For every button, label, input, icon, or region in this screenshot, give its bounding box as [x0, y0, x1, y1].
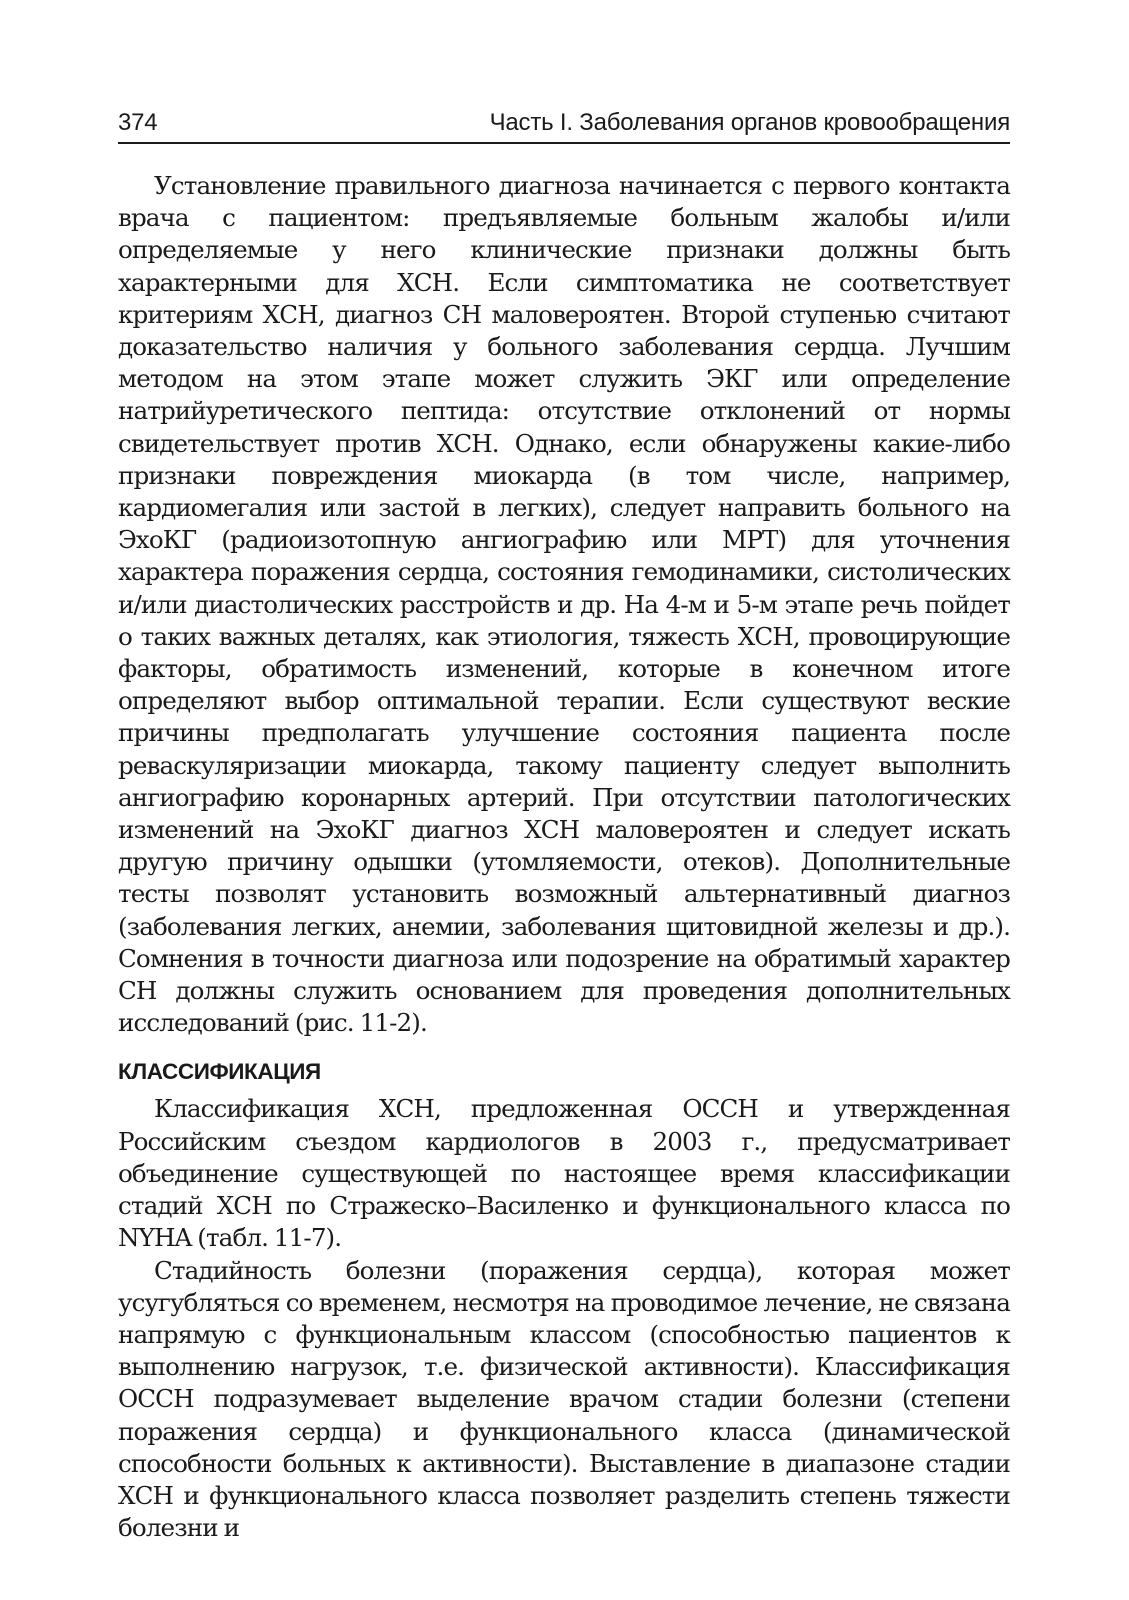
section-heading: КЛАССИФИКАЦИЯ: [118, 1059, 321, 1085]
paragraph: Установление правильного диагноза начинается с первого контакта врача с пациентом: предъявляемые больным жалобы и/или определяемые у него клинические признаки должны быть характерными для ХСН. Если симптоматика не соответствует критериям ХСН, диагноз СН маловероятен. Второй ступенью считают доказательство наличия у больного заболевания сердца. Лучшим методом на этом этапе может служить ЭКГ или определение натрийуретического пептида: отсутствие отклонений от нормы свидетельствует против ХСН. Однако, если обнаружены какие-либо признаки повреждения миокарда (в том числе, например, кардиомегалия или застой в легких), следует направить больного на ЭхоКГ (радиоизотопную ангиографию или МРТ) для уточнения характера поражения сердца, состояния гемодинамики, систолических и/или диастолических расстройств и др. На 4-м и 5-м этапе речь пойдет о таких важных деталях, как этиология, тяжесть ХСН, провоцирующие факторы, обратимость изменений, которые в конечном итоге определяют выбор оптимальной терапии. Если существуют веские причины предполагать улучшение состояния пациента после реваскуляризации миокарда, такому пациенту следует выполнить ангиографию коронарных артерий. При отсутствии патологических изменений на ЭхоКГ диагноз ХСН маловероятен и следует искать другую причину одышки (утомляемости, отеков). Дополнительные тесты позволят установить возможный альтернативный диагноз (заболевания легких, анемии, заболевания щитовидной железы и др.). Сомнения в точности диагноза или подозрение на обратимый характер СН должны служить основанием для проведения дополнительных исследований (рис. 11-2).: [118, 171, 1010, 1038]
running-header: [118, 104, 1010, 144]
paragraph: Стадийность болезни (поражения сердца), которая может усугубляться со временем, несмотря на проводимое лечение, не связана напрямую с функциональным классом (способностью пациентов к выполнению нагрузок, т.е. физической активности). Классификация ОССН подразумевает выделение врачом стадии болезни (степени поражения сердца) и функционального класса (динамической способности больных к активности). Выставление в диапазоне стадии ХСН и функционального класса позволяет разделить степень тяжести болезни и: [118, 1255, 1010, 1543]
page-content: [118, 170, 1010, 1544]
page-number: 374: [118, 109, 158, 136]
paragraph: Классификация ХСН, предложенная ОССН и утвержденная Российским съездом кардиологов в 2003 г., предусматривает объединение существующей по настоящее время классификации стадий ХСН по Стражеско–Василенко и функционального класса по NYHA (табл. 11-7).: [118, 1094, 1010, 1253]
header-title: Часть I. Заболевания органов кровообращения: [489, 109, 1010, 136]
